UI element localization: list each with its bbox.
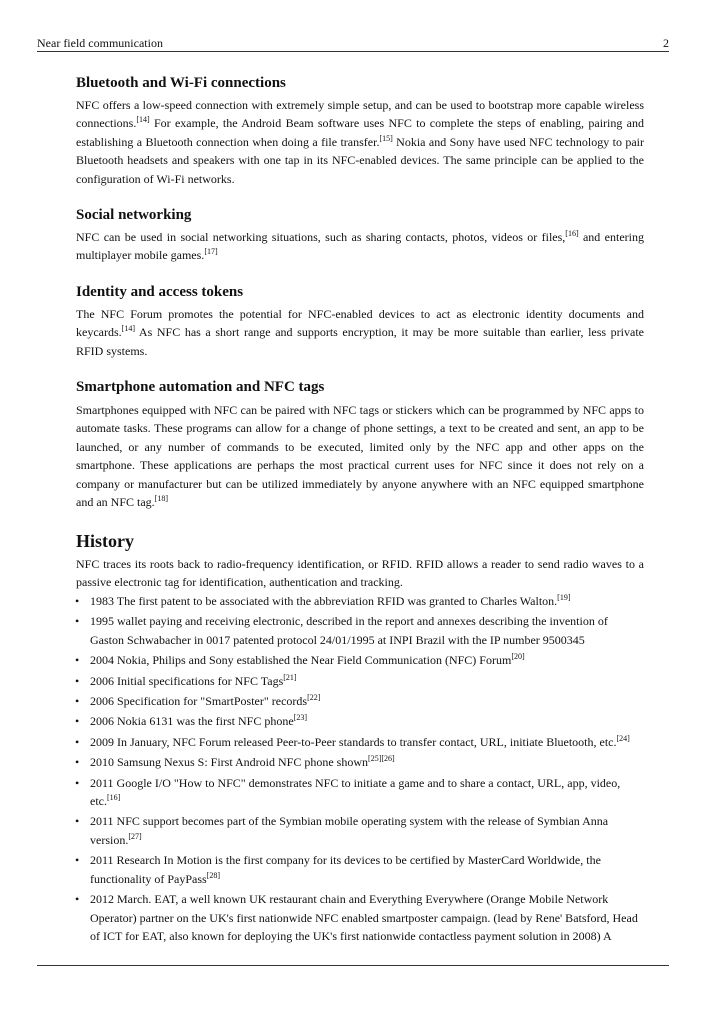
list-item [76, 712, 630, 730]
list-item [76, 812, 630, 849]
bullet-icon: • [75, 594, 80, 608]
heading-social-networking: Social networking [76, 207, 192, 223]
list-item [76, 890, 650, 945]
paragraph-smartphone-automation [76, 401, 644, 511]
history-list [76, 592, 644, 947]
list-item [76, 612, 630, 649]
paragraph-bluetooth [76, 96, 644, 188]
running-header-title: Near field communication [37, 36, 163, 50]
list-item-text: 1995 wallet paying and receiving electronic, described in the report and annexes describing the invention of Gaston Schwabacher in 0017 patented protocol 24/01/1995 at INPI Brazil with the IP number 9500345 [90, 614, 608, 647]
header-divider [37, 51, 669, 52]
paragraph-social-networking [76, 228, 644, 265]
citation-link[interactable]: [16] [565, 229, 579, 238]
list-item-text: 2006 Nokia 6131 was the first NFC phone [90, 714, 294, 729]
bullet-icon: • [75, 694, 80, 709]
bullet-icon: • [75, 775, 80, 790]
citation-link[interactable]: [23] [293, 713, 307, 723]
heading-smartphone-automation: Smartphone automation and NFC tags [76, 379, 325, 395]
text-span: As NFC has a short range and supports encryption, it may be more suitable than earlier, less private RFID systems. [76, 325, 644, 358]
list-item [76, 592, 630, 610]
text-span: The NFC Forum promotes the potential for NFC-enabled devices to act as electronic identity documents and keycards. [76, 307, 644, 340]
citation-link[interactable]: [27] [128, 831, 142, 841]
bullet-icon: • [75, 673, 80, 688]
citation-link[interactable]: [24] [616, 733, 630, 743]
citation-link[interactable]: [14] [121, 324, 135, 334]
citation-link[interactable]: [25][26] [368, 754, 395, 764]
list-item [76, 651, 630, 669]
citation-link[interactable]: [17] [204, 247, 218, 257]
paragraph-history-intro: NFC traces its roots back to radio-frequency identification, or RFID. RFID allows a reader to send radio waves to a passive electronic tag for identification, authentication and tracking. [76, 557, 644, 590]
bullet-icon: • [75, 614, 80, 629]
bullet-icon: • [75, 892, 80, 907]
list-item-text: 2006 Initial specifications for NFC Tags [90, 673, 284, 688]
citation-link[interactable]: [16] [107, 793, 121, 803]
bullet-icon: • [75, 653, 80, 668]
list-item [76, 753, 630, 771]
bullet-icon: • [75, 814, 80, 829]
citation-link[interactable]: [21] [283, 672, 297, 682]
list-item-text: 2012 March. EAT, a well known UK restaurant chain and Everything Everywhere (Orange Mobile Network Operator) partner on the UK's first nationwide NFC enabled smartposter campaign. (lead by Rene' Batsford, Head of ICT for EAT, also known for deploying the UK's first nationwide contactless payment solution in 2008) A [90, 892, 638, 943]
list-item [76, 851, 630, 888]
list-item [76, 692, 630, 710]
citation-link[interactable]: [18] [154, 494, 168, 504]
list-item [76, 672, 630, 690]
citation-link[interactable]: [19] [557, 593, 571, 602]
text-span: NFC offers a low-speed connection with extremely simple setup, and can be used to bootstrap more capable wireless connections. [76, 98, 644, 131]
bullet-icon: • [75, 714, 80, 729]
heading-identity-tokens: Identity and access tokens [76, 284, 244, 300]
citation-link[interactable]: [15] [379, 133, 393, 143]
list-item-text: 2011 NFC support becomes part of the Symbian mobile operating system with the release of Symbian Anna version. [90, 814, 609, 847]
citation-link[interactable]: [22] [307, 693, 321, 703]
list-item-text: 2006 Specification for "SmartPoster" records [90, 694, 308, 709]
page-number: 2 [663, 36, 669, 50]
running-header [37, 35, 669, 51]
bullet-icon: • [75, 734, 80, 749]
footer-divider [37, 965, 669, 966]
list-item-text: 2004 Nokia, Philips and Sony established the Near Field Communication (NFC) Forum [90, 653, 512, 668]
citation-link[interactable]: [20] [511, 652, 525, 662]
citation-link[interactable]: [14] [136, 115, 150, 125]
text-span: and entering multiplayer mobile games. [76, 230, 644, 263]
list-item-text: 2009 In January, NFC Forum released Peer-to-Peer standards to transfer contact, URL, initiate Bluetooth, etc. [90, 734, 617, 749]
heading-bluetooth: Bluetooth and Wi-Fi connections [76, 75, 286, 91]
bullet-icon: • [75, 853, 80, 868]
list-item [76, 733, 650, 751]
bullet-icon: • [75, 755, 80, 770]
list-item [76, 774, 630, 811]
list-item-text: 2011 Google I/O "How to NFC" demonstrates NFC to initiate a game and to share a contact, URL, app, video, etc. [90, 775, 621, 809]
text-span: Smartphones equipped with NFC can be paired with NFC tags or stickers which can be programmed by NFC apps to automate tasks. These programs can allow for a change of phone settings, a text to be created and sent, an app to be launched, or any number of commands to be executed, limited only by the NFC app and other apps on the smartphone. These applications are perhaps the most practical current uses for NFC since it does not rely on a company or manufacturer but can be utilized immediately by anyone anywhere with an NFC equipped smartphone and an NFC tag. [76, 403, 644, 510]
text-span: For example, the Android Beam software uses NFC to complete the steps of enabling, pairing and establishing a Bluetooth connection when doing a file transfer. [76, 116, 644, 149]
paragraph-identity-tokens [76, 305, 644, 360]
list-item-text: 2010 Samsung Nexus S: First Android NFC phone shown [90, 755, 369, 770]
text-span: NFC can be used in social networking situations, such as sharing contacts, photos, videos or files, [76, 230, 566, 244]
heading-history: History [76, 531, 134, 551]
text-span: Nokia and Sony have used NFC technology to pair Bluetooth headsets and speakers with one tap in its NFC-enabled devices. The same principle can be applied to the configuration of Wi-Fi networks. [76, 134, 644, 186]
list-item-text: 2011 Research In Motion is the first company for its devices to be certified by MasterCard Worldwide, the functionality of PayPass [90, 853, 601, 886]
citation-link[interactable]: [28] [206, 870, 220, 880]
list-item-text: 1983 The first patent to be associated with the abbreviation RFID was granted to Charles Walton. [90, 594, 558, 608]
